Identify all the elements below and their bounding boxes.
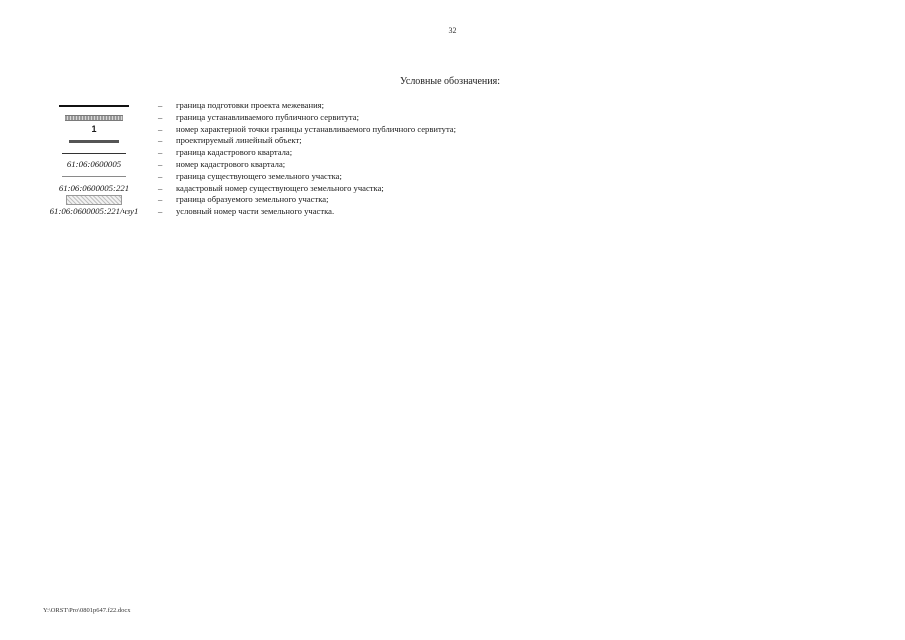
legend-symbol [30, 171, 158, 183]
legend-description: проектируемый линейный объект; [176, 135, 302, 146]
footer-file-path: Y:\ORST\Pro\0801p647.f22.docx [43, 607, 131, 614]
thick-black-line-symbol [59, 105, 129, 108]
legend-symbol [30, 100, 158, 112]
legend-symbol [30, 206, 158, 218]
legend-title: Условные обозначения: [400, 76, 501, 87]
legend-dash: – [158, 206, 163, 217]
dark-grey-line-symbol [69, 140, 119, 143]
existing-plot-number-symbol: 61:06:0600005:221 [58, 182, 130, 193]
legend-item-plot-part-number [30, 206, 590, 218]
legend-symbol [30, 112, 158, 124]
legend-description: граница существующего земельного участка; [176, 170, 342, 181]
legend-description: номер кадастрового квартала; [176, 158, 286, 169]
legend-list [30, 100, 590, 218]
legend-description: граница подготовки проекта межевания; [176, 100, 325, 110]
thin-grey-line-symbol [62, 176, 126, 177]
thin-black-line-symbol [62, 153, 126, 154]
legend-dash: – [158, 182, 163, 193]
legend-description: номер характерной точки границы устанавливаемого публичного сервитута; [176, 123, 457, 134]
legend-item-preparation-boundary [30, 100, 590, 112]
legend-description: кадастровый номер существующего земельного участка; [176, 182, 384, 193]
legend-item-linear-object [30, 135, 590, 147]
legend-dash: – [158, 135, 163, 146]
legend-symbol [30, 147, 158, 159]
legend-dash: – [158, 147, 163, 158]
legend-item-point-number [30, 124, 590, 136]
legend-item-cadastral-quarter-boundary [30, 147, 590, 159]
legend-dash: – [158, 100, 163, 110]
legend-item-cadastral-quarter-number [30, 159, 590, 171]
legend-symbol [30, 194, 158, 206]
legend-dash: – [158, 170, 163, 181]
legend-dash: – [158, 194, 163, 205]
point-number-symbol: 1 [91, 123, 97, 134]
hatched-area-symbol [66, 195, 122, 205]
legend-symbol [30, 183, 158, 195]
legend-description: граница кадастрового квартала; [176, 147, 293, 158]
legend-item-servitude-boundary [30, 112, 590, 124]
legend-dash: – [158, 158, 163, 169]
legend-item-new-plot-boundary [30, 194, 590, 206]
legend-description: условный номер части земельного участка. [176, 206, 335, 217]
grey-dashed-line-symbol [65, 115, 123, 121]
legend-symbol [30, 124, 158, 136]
legend-dash: – [158, 123, 163, 134]
plot-part-number-symbol: 61:06:0600005:221/чзу1 [49, 206, 139, 217]
cadastral-quarter-number-symbol: 61:06:0600005 [66, 158, 122, 169]
legend-symbol [30, 159, 158, 171]
legend-description: граница образуемого земельного участка; [176, 194, 329, 205]
legend-item-existing-plot-boundary [30, 171, 590, 183]
legend-dash: – [158, 111, 163, 122]
legend-description: граница устанавливаемого публичного сервитута; [176, 111, 359, 122]
legend-symbol [30, 135, 158, 147]
page-number: 32 [448, 26, 457, 35]
legend-item-existing-plot-number [30, 183, 590, 195]
